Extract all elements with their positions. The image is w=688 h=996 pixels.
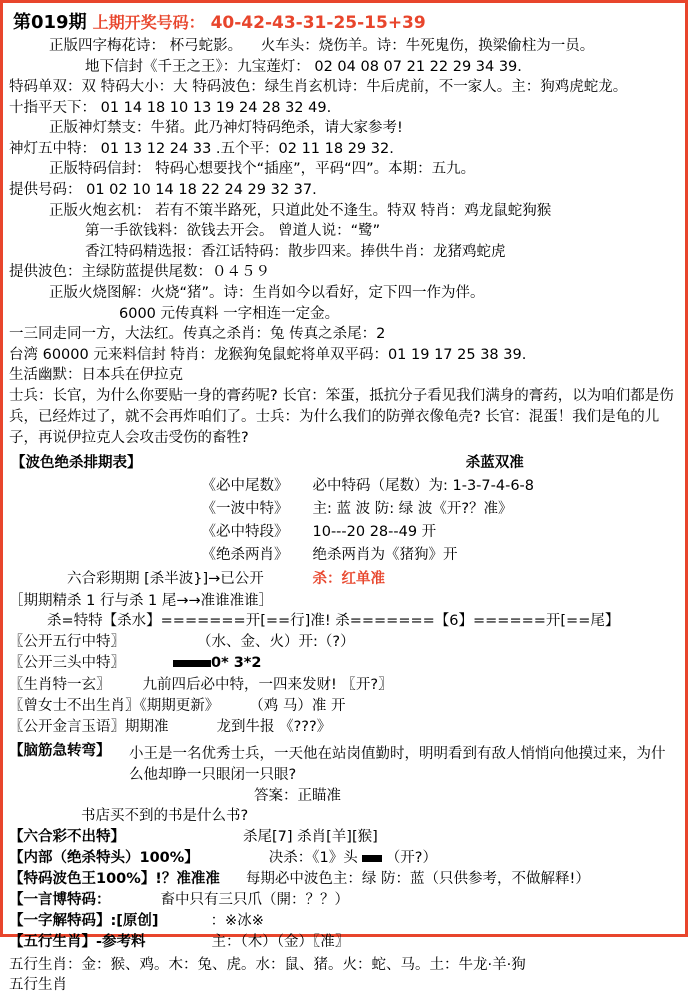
- special-wave-king-right: 每期必中波色主：绿 防：蓝（只供参考，不做解释!）: [245, 870, 590, 887]
- kill-section-title: ［期期精杀 1 行与杀 1 尾→→准谁准谁］: [9, 592, 274, 609]
- text-line-one-three: 一三同走同一方，大法红。传真之杀肖：兔 传真之杀尾：2: [9, 326, 386, 343]
- row-label-one-wave: 《一波中特》: [201, 500, 289, 517]
- six-no-special-right: 杀尾[7] 杀肖[羊][猴]: [243, 828, 378, 845]
- six-no-special-row: [9, 827, 679, 848]
- kill-row-golden-left: 〖公开金言玉语〗期期准: [9, 718, 169, 735]
- footer-line-1: 五行生肖：金：猴、鸡。木：兔、虎。水：鼠、猪。火：蛇、马。土：牛龙·羊·狗: [9, 956, 526, 973]
- kill-row-water: [9, 611, 679, 632]
- plum-poem-extra: 火车头：烧伤羊。诗：牛死鬼伤，换梁偷柱为一员。: [260, 38, 595, 54]
- black-bar-icon: [173, 660, 211, 667]
- kill-row-threehead-left: 〖公开三头中特〗: [9, 655, 125, 672]
- kill-row-water-left: 杀=特特【: [47, 613, 118, 630]
- kill-row-fivexing-right: （水、金、火）开:（?）: [197, 634, 355, 651]
- brain-teaser-answer: 正瞄准: [297, 787, 341, 804]
- row-value-one-wave: 主: 蓝 波 防: 绿 波《开?？准》: [312, 500, 513, 517]
- kill-row-zeng-right: （鸡 马）准 开: [249, 697, 346, 714]
- table-row: [9, 473, 679, 496]
- text-line-ten-fingers: 十指平天下： 01 14 18 10 13 19 24 28 32 49.: [9, 99, 332, 116]
- text-line-provided-wave: 提供波色：主绿防蓝提供尾数：０４５９: [9, 264, 270, 281]
- kill-row-zodiac-left: 〖生肖特一玄〗: [9, 676, 111, 693]
- kill-row-threehead-bars: 0* 3*2: [211, 655, 262, 672]
- row-value-kill-two: 绝杀两肖为《猪狗》开: [312, 546, 458, 563]
- kill-row-golden-right: 龙到牛报 《???》: [216, 718, 332, 735]
- text-line-underground-envelope: 地下信封《千王之王》：九宝莲灯： 02 04 08 07 21 22 29 34 39.: [85, 58, 522, 75]
- text-line-lamp-five: 神灯五中特： 01 13 12 24 33 .五个平：02 11 18 29 32.: [9, 140, 394, 157]
- special-wave-king-row: [9, 869, 679, 890]
- wave-kill-subtitle: 杀蓝双准: [465, 454, 524, 471]
- one-word-row: [9, 890, 679, 911]
- table-row: [9, 542, 679, 565]
- table-row: [9, 565, 679, 589]
- brain-teaser-answer-label: 答案：: [254, 787, 298, 804]
- five-element-zodiac-title: 【五行生肖】-参考料: [9, 933, 146, 950]
- wave-kill-title: 【波色绝杀排期表】: [11, 454, 142, 471]
- inner-kill-head-title: 【内部（绝杀特头）100%】: [9, 849, 199, 866]
- kill-row-zeng-left: 〖曾女士不出生肖〗《期期更新》: [9, 697, 220, 714]
- inner-kill-head-right2: （开?）: [385, 849, 437, 866]
- draw-label: 上期开奖号码：: [92, 13, 205, 32]
- text-line-xiangjiang: 香江特码精选报：香江话特码：散步四来。捧供牛肖：龙猪鸡蛇虎: [85, 243, 506, 260]
- text-line-plum-poem: [9, 36, 679, 57]
- brain-teaser-title: 【脑筋急转弯】: [9, 742, 111, 759]
- black-bar-icon: [362, 855, 382, 862]
- wave-kill-footer-right: 杀：红单准: [312, 570, 385, 587]
- inner-kill-head-row: [9, 848, 679, 869]
- text-line-provided-numbers: 提供号码： 01 02 10 14 18 22 24 29 32 37.: [9, 182, 317, 199]
- text-line-6000: 6000 元传真料 一字相连一定金。: [119, 305, 340, 322]
- text-line-first-hand: 第一手欲钱料：欲钱去开会。 曾道人说：“鹭”: [85, 223, 381, 240]
- one-char-explain-row: [9, 911, 679, 932]
- kill-row-water-mid: 杀水】=======开[==行]准! 杀=======【6】======开[==尾】: [117, 613, 620, 630]
- six-no-special-title: 【六合彩不出特】: [9, 828, 125, 845]
- text-line-taiwan: 台湾 60000 元来料信封 特肖：龙猴狗兔鼠蛇将单双平码：01 19 17 25 38 39.: [9, 346, 527, 363]
- kill-row-zeng: [9, 696, 679, 717]
- brain-teaser-question-2: 书店买不到的书是什么书?: [81, 808, 249, 825]
- table-row: [9, 519, 679, 542]
- inner-kill-head-right: 决杀：《1》头: [268, 849, 358, 866]
- brain-teaser-question-1: 小王是一名优秀士兵，一天他在站岗值勤时，明明看到有敌人悄悄向他摸过来，为什么他却睁一只眼闭一只眼?: [129, 745, 666, 783]
- text-line-special-code: 特码单双：双 特码大小：大 特码波色：绿生肖玄机诗：牛后虎前，不一家人。主：狗鸡虎蛇龙。: [9, 79, 628, 96]
- row-label-must-range: 《必中特段》: [201, 523, 289, 540]
- text-line-life-humor: 生活幽默：日本兵在伊拉克: [9, 367, 183, 384]
- footer-line-2: 五行生肖: [9, 977, 67, 994]
- table-row: [9, 496, 679, 519]
- text-line-burn-chart: 正版火烧图解：火烧“猪”。诗：生肖如今以看好，定下四一作为伴。: [49, 284, 485, 301]
- one-char-explain-title: 【一字解特码】:[原创]: [9, 912, 159, 929]
- one-word-right: 畜中只有三只爪（開：？？）: [160, 891, 349, 908]
- draw-numbers: 40-42-43-31-25-15+39: [210, 13, 426, 33]
- poster-header: [9, 7, 679, 36]
- brain-teaser-answer-row: [9, 786, 679, 807]
- text-line-cannon: 正版火炮玄机： 若有不策半路死，只道此处不逢生。特双 特肖：鸡龙鼠蛇狗猴: [49, 202, 552, 219]
- wave-kill-table: [9, 449, 679, 589]
- row-value-must-tail: 必中特码（尾数）为: 1-3-7-4-6-8: [312, 477, 535, 494]
- kill-row-zodiac: [9, 675, 679, 696]
- five-element-zodiac-right: 主：（木）（金）〖准〗: [211, 933, 350, 950]
- one-char-explain-right: ：※冰※: [210, 912, 264, 929]
- plum-poem-text: 正版四字梅花诗： 杯弓蛇影。: [49, 38, 243, 54]
- five-element-zodiac-row: [9, 932, 679, 953]
- text-line-envelope: 正版特码信封： 特码心想要找个“插座”，平码“四”。本期：五九。: [49, 161, 476, 178]
- kill-row-zodiac-right: 九前四后必中特，一四来发财! 〖开?〗: [142, 676, 393, 693]
- kill-row-threehead: [9, 653, 679, 674]
- issue-number: 第019期: [13, 12, 87, 33]
- kill-row-golden: [9, 717, 679, 738]
- special-wave-king-title: 【特码波色王100%】!？准准准: [9, 870, 220, 887]
- kill-row-fivexing: [9, 632, 679, 653]
- text-line-lamp-forbidden: 正版神灯禁支：牛猪。此乃神灯特码绝杀，请大家参考!: [49, 120, 403, 137]
- kill-row-fivexing-left: 〖公开五行中特〗: [9, 634, 125, 651]
- row-label-kill-two: 《绝杀两肖》: [201, 546, 289, 563]
- one-word-title: 【一言博特码：: [9, 891, 111, 908]
- joke-paragraph: 士兵：长官，为什么你要贴一身的膏药呢? 长官：笨蛋，抵抗分子看见我们满身的膏药，以为咱们都是伤兵，已经炸过了，就不会再炸咱们了。士兵：为什么我们的防弹衣像龟壳? 长官：混蛋！我们是龟的儿子，再说伊拉克人会攻击受伤的畜牲?: [9, 387, 674, 446]
- wave-kill-footer-left: 六合彩期期 [杀半波}]→已公开: [67, 570, 264, 587]
- row-value-must-range: 10---20 28--49 开: [312, 523, 437, 540]
- row-label-must-tail: 《必中尾数》: [201, 477, 289, 494]
